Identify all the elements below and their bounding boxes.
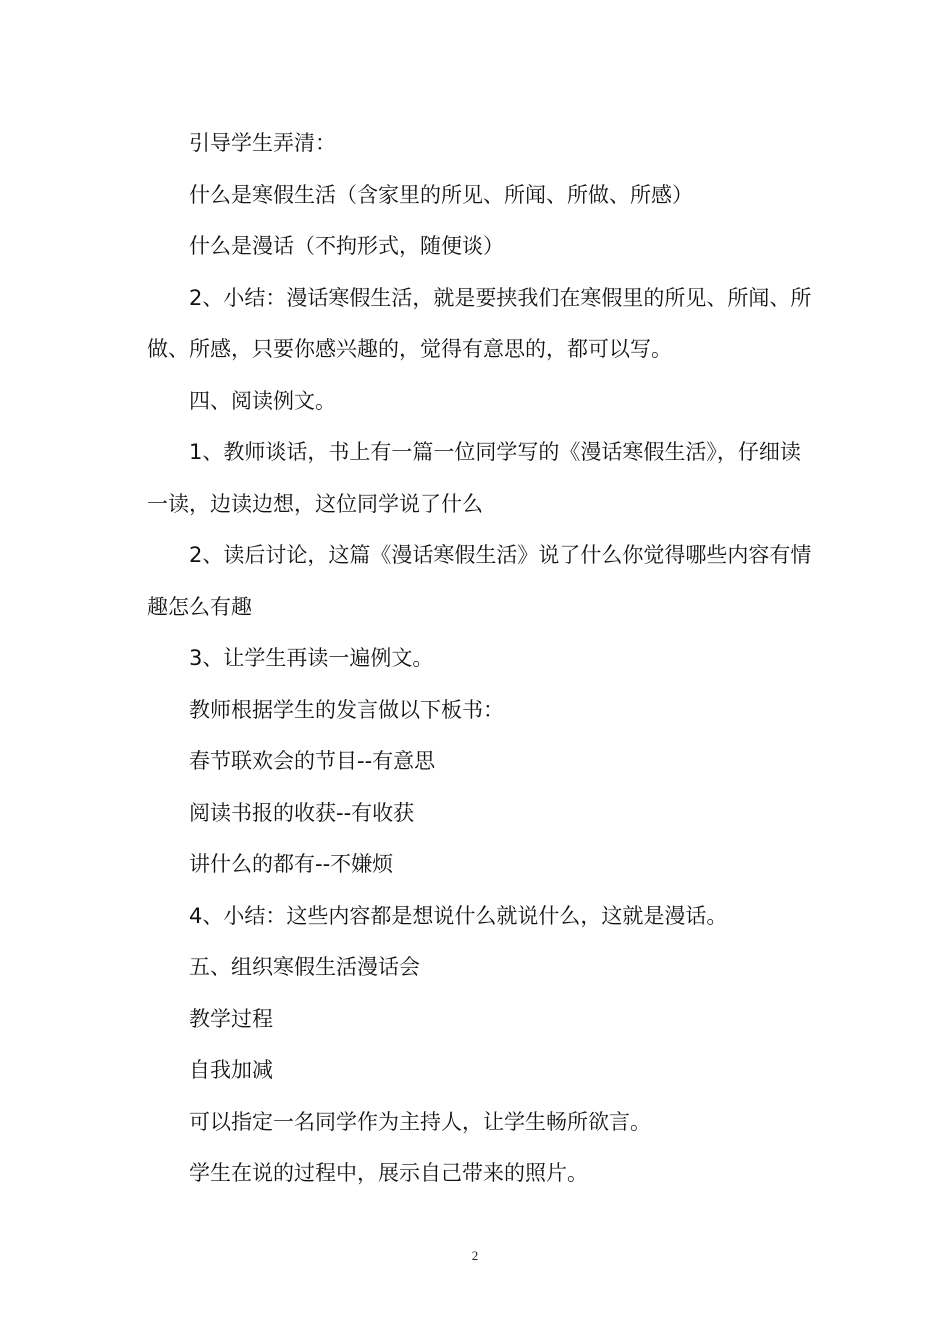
paragraph: 什么是漫话（不拘形式，随便谈） [189,234,504,258]
paragraph: 什么是寒假生活（含家里的所见、所闻、所做、所感） [189,182,693,207]
paragraph: 自我加减 [189,1058,273,1082]
paragraph: 1、教师谈话，书上有一篇一位同学写的《漫话寒假生活》，仔细读一读，边读边想，这位同学说了什么 [147,440,801,516]
board-note: 阅读书报的收获--有收获 [189,800,415,825]
paragraph: 教学过程 [189,1006,273,1031]
paragraph: 学生在说的过程中，展示自己带来的照片。 [189,1161,588,1185]
page-number: 2 [471,1248,479,1263]
paragraph: 引导学生弄清： [189,131,336,155]
section-heading: 五、组织寒假生活漫话会 [189,955,420,979]
paragraph: 4、小结：这些内容都是想说什么就说什么，这就是漫话。 [189,903,728,928]
board-note: 讲什么的都有--不嫌烦 [189,852,394,876]
paragraph: 3、让学生再读一遍例文。 [189,646,434,670]
document-body [147,118,817,1200]
paragraph: 教师根据学生的发言做以下板书： [189,697,504,722]
paragraph: 2、读后讨论，这篇《漫话寒假生活》说了什么你觉得哪些内容有情趣怎么有趣 [147,543,812,619]
board-note: 春节联欢会的节目--有意思 [189,749,436,773]
section-heading: 四、阅读例文。 [189,388,336,413]
paragraph: 2、小结：漫话寒假生活，就是要挟我们在寒假里的所见、所闻、所做、所感，只要你感兴趣的，觉得有意思的，都可以写。 [147,285,812,361]
paragraph: 可以指定一名同学作为主持人，让学生畅所欲言。 [189,1109,651,1134]
